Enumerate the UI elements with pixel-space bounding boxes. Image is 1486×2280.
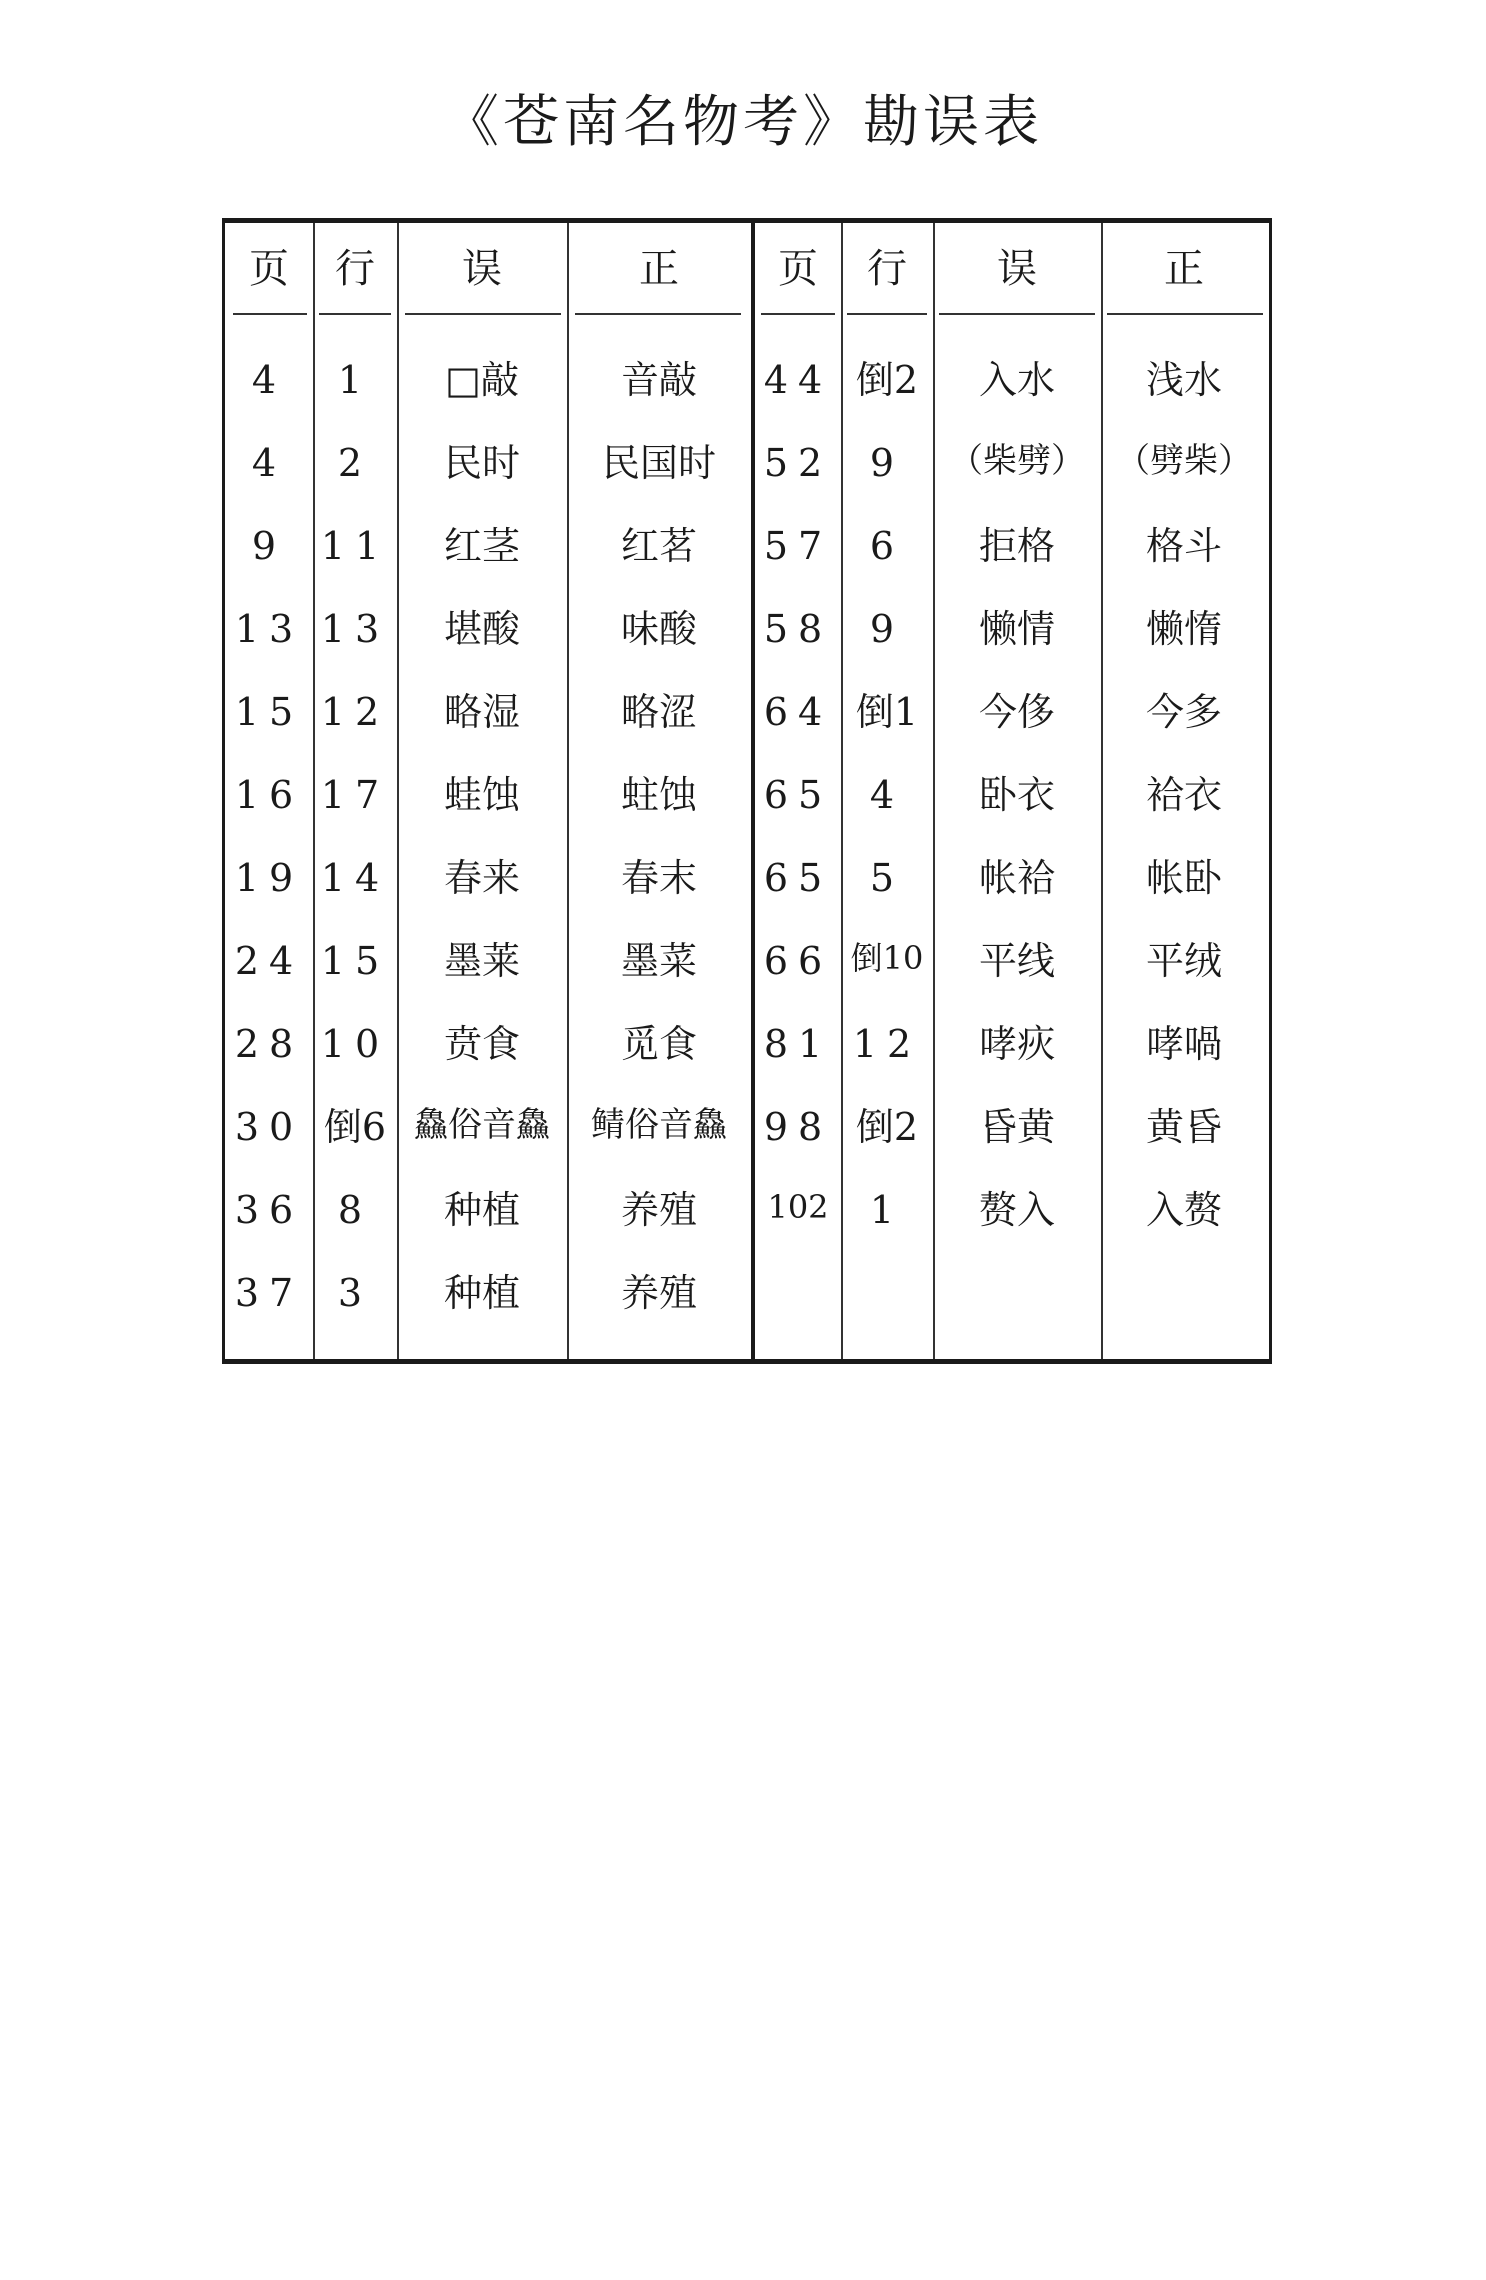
- header-wrong: 误: [997, 246, 1037, 292]
- wrong-text: 贲食: [443, 1022, 520, 1066]
- wrong-text: 民时: [443, 441, 520, 485]
- page-number: 98: [763, 1105, 833, 1149]
- line-number: 8: [337, 1188, 373, 1232]
- header-underline: [319, 313, 391, 315]
- correct-text: 今多: [1145, 690, 1222, 734]
- line-number: 9: [869, 607, 905, 651]
- line-number: 12: [320, 690, 390, 734]
- line-number: 11: [320, 524, 390, 568]
- line-number: 4: [869, 773, 905, 817]
- correct-text: 平绒: [1145, 939, 1222, 983]
- correct-text: 略涩: [620, 690, 697, 734]
- line-number: 12: [852, 1022, 922, 1066]
- correct-text: 墨菜: [620, 939, 697, 983]
- header-underline: [575, 313, 741, 315]
- wrong-text: 种植: [443, 1271, 520, 1315]
- correct-text: 格斗: [1145, 524, 1222, 568]
- correct-text: 哮喎: [1145, 1022, 1222, 1066]
- wrong-text: 堪酸: [443, 607, 520, 651]
- line-number: 2: [337, 441, 373, 485]
- errata-table: [222, 218, 1272, 1364]
- line-number: 5: [869, 856, 905, 900]
- header-underline: [847, 313, 927, 315]
- page-number: 13: [234, 607, 304, 651]
- line-number: 6: [869, 524, 905, 568]
- correct-text: 音敲: [620, 358, 697, 402]
- page-number: 65: [763, 773, 833, 817]
- page-number: 30: [234, 1105, 304, 1149]
- line-number: 1: [869, 1188, 905, 1232]
- wrong-text: 哮疢: [978, 1022, 1055, 1066]
- page-number: 15: [234, 690, 304, 734]
- page-number: 81: [763, 1022, 833, 1066]
- line-number: 15: [320, 939, 390, 983]
- correct-text: 懒惰: [1145, 607, 1222, 651]
- correct-text: 民国时: [601, 441, 716, 485]
- wrong-text: 入水: [978, 358, 1055, 402]
- wrong-text: 拒格: [978, 524, 1055, 568]
- wrong-text: 赘入: [978, 1188, 1055, 1232]
- wrong-text: 平线: [978, 939, 1055, 983]
- wrong-text: 墨莱: [443, 939, 520, 983]
- wrong-text: 懒情: [978, 607, 1055, 651]
- correct-text: 味酸: [620, 607, 697, 651]
- header-page: 页: [249, 246, 289, 292]
- correct-text: 入赘: [1145, 1188, 1222, 1232]
- line-number: 14: [320, 856, 390, 900]
- wrong-text: 略湿: [443, 690, 520, 734]
- wrong-text: 卧衣: [978, 773, 1055, 817]
- line-number: 倒1: [855, 690, 919, 734]
- page-number: 52: [763, 441, 833, 485]
- header-underline: [939, 313, 1095, 315]
- wrong-text: 春来: [443, 856, 520, 900]
- line-number: 9: [869, 441, 905, 485]
- page-number: 24: [234, 939, 304, 983]
- wrong-text: 蛙蚀: [443, 773, 520, 817]
- wrong-text: 鱻俗音鱻: [414, 1105, 550, 1145]
- header-line: 行: [867, 246, 907, 292]
- wrong-text: □敲: [445, 358, 519, 402]
- wrong-text: 种植: [443, 1188, 520, 1232]
- page-number: 58: [763, 607, 833, 651]
- header-underline: [761, 313, 835, 315]
- page-number: 4: [251, 441, 287, 485]
- page-number: 19: [234, 856, 304, 900]
- wrong-text: 帐袷: [978, 856, 1055, 900]
- correct-text: 袷衣: [1145, 773, 1222, 817]
- line-number: 13: [320, 607, 390, 651]
- line-number: 倒6: [323, 1105, 387, 1149]
- correct-text: 黄昏: [1145, 1105, 1222, 1149]
- correct-text: 帐卧: [1145, 856, 1222, 900]
- page-number: 66: [763, 939, 833, 983]
- header-underline: [1107, 313, 1263, 315]
- line-number: 1: [337, 358, 373, 402]
- errata-table-left: [225, 223, 751, 1359]
- line-number: 倒2: [855, 358, 919, 402]
- page-number: 57: [763, 524, 833, 568]
- correct-text: （劈柴）: [1116, 441, 1252, 481]
- header-wrong: 误: [462, 246, 502, 292]
- wrong-text: 昏黄: [978, 1105, 1055, 1149]
- line-number: 10: [320, 1022, 390, 1066]
- correct-text: 春末: [620, 856, 697, 900]
- header-page: 页: [778, 246, 818, 292]
- line-number: 倒2: [855, 1105, 919, 1149]
- correct-text: 蛀蚀: [620, 773, 697, 817]
- page-number: 65: [763, 856, 833, 900]
- correct-text: 养殖: [620, 1188, 697, 1232]
- page-number: 37: [234, 1271, 304, 1315]
- page-number: 28: [234, 1022, 304, 1066]
- header-underline: [233, 313, 307, 315]
- header-underline: [405, 313, 561, 315]
- errata-table-right: [751, 223, 1269, 1359]
- line-number: 倒10: [850, 939, 924, 977]
- page-number: 102: [767, 1188, 829, 1226]
- page-number: 9: [251, 524, 287, 568]
- page-number: 36: [234, 1188, 304, 1232]
- correct-text: 觅食: [620, 1022, 697, 1066]
- wrong-text: 红茎: [443, 524, 520, 568]
- header-right: 正: [1164, 246, 1204, 292]
- correct-text: 浅水: [1145, 358, 1222, 402]
- correct-text: 养殖: [620, 1271, 697, 1315]
- header-right: 正: [639, 246, 679, 292]
- page-number: 4: [251, 358, 287, 402]
- correct-text: 红茗: [620, 524, 697, 568]
- wrong-text: （柴劈）: [949, 441, 1085, 481]
- correct-text: 鲭俗音鱻: [591, 1105, 727, 1145]
- page-number: 16: [234, 773, 304, 817]
- header-line: 行: [335, 246, 375, 292]
- line-number: 3: [337, 1271, 373, 1315]
- page-number: 44: [763, 358, 833, 402]
- wrong-text: 今侈: [978, 690, 1055, 734]
- line-number: 17: [320, 773, 390, 817]
- page-title: 《苍南名物考》勘误表: [443, 90, 1043, 155]
- page-number: 64: [763, 690, 833, 734]
